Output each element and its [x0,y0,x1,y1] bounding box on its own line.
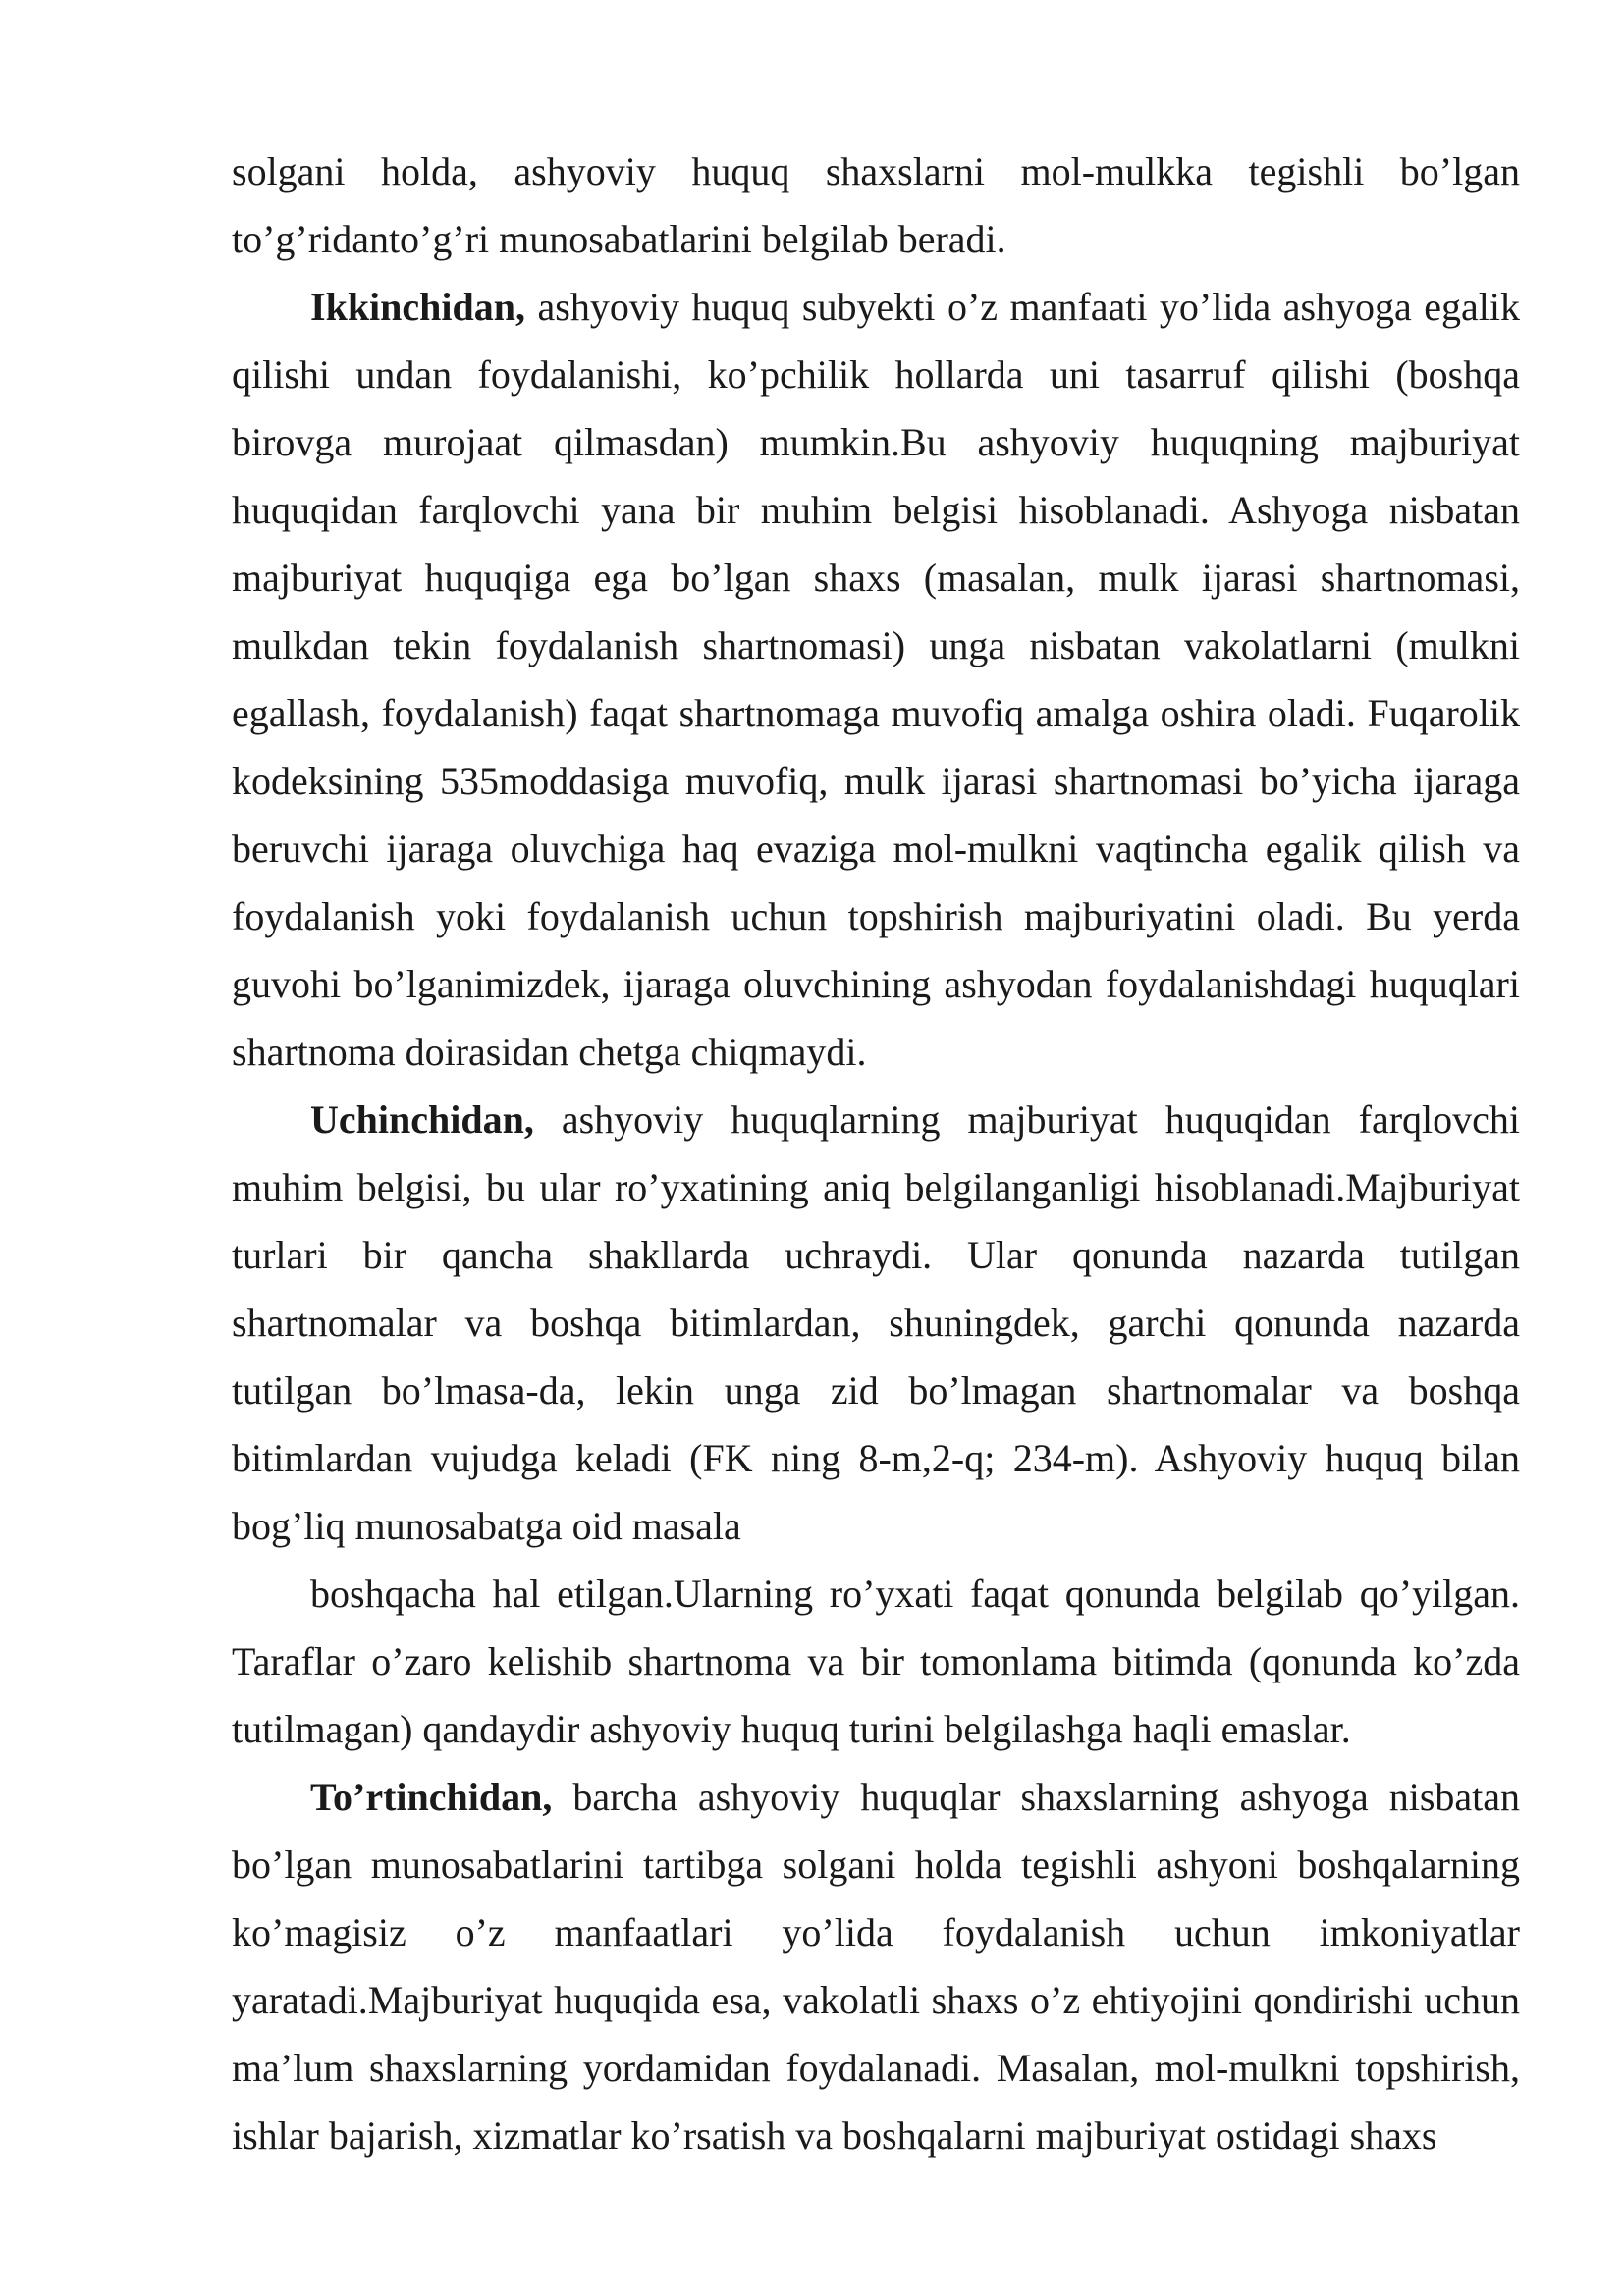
paragraph-tortinchidan [232,1763,1520,2169]
paragraph-continuation-text: boshqacha hal etilgan.Ularning ro’yxati faqat qonunda belgilab qo’yilgan. Taraflar o’zaro kelishib shartnoma va bir tomonlama bitimda (qonunda ko’zda tutilmagan) qandaydir ashyoviy huquq turini belgilashga haqli emaslar. [232,1572,1520,1751]
paragraph-lead: Ikkinchidan, [310,285,526,329]
paragraph-ikkinchidan [232,273,1520,1086]
paragraph-text: ashyoviy huquqlarning majburiyat huquqidan farqlovchi muhim belgisi, bu ular ro’yxatining aniq belgilanganligi hisoblanadi.Majburiyat turlari bir qancha shakllarda uchraydi. Ular qonunda nazarda tutilgan shartnomalar va boshqa bitimlardan, shuningdek, garchi qonunda nazarda tutilgan bo’lmasa-da, lekin unga zid bo’lmagan shartnomalar va boshqa bitimlardan vujudga keladi (FK ning 8-m,2-q; 234-m). Ashyoviy huquq bilan bog’liq munosabatga oid masala [232,1097,1520,1548]
paragraph-text: solgani holda, ashyoviy huquq shaxslarni mol-mulkka tegishli bo’lgan to’g’ridanto’g’ri munosabatlarini belgilab beradi. [232,149,1520,261]
paragraph-continuation [232,137,1520,273]
paragraph-text: ashyoviy huquq subyekti o’z manfaati yo’lida ashyoga egalik qilishi undan foydalanishi, ko’pchilik hollarda uni tasarruf qilishi (boshqa birovga murojaat qilmasdan) mumkin.Bu ashyoviy huquqning majburiyat huquqidan farqlovchi yana bir muhim belgisi hisoblanadi. Ashyoga nisbatan majburiyat huquqiga ega bo’lgan shaxs (masalan, mulk ijarasi shartnomasi, mulkdan tekin foydalanish shartnomasi) unga nisbatan vakolatlarni (mulkni egallash, foydalanish) faqat shartnomaga muvofiq amalga oshira oladi. Fuqarolik kodeksining 535moddasiga muvofiq, mulk ijarasi shartnomasi bo’yicha ijaraga beruvchi ijaraga oluvchiga haq evaziga mol-mulkni vaqtincha egalik qilish va foydalanish yoki foydalanish uchun topshirish majburiyatini oladi. Bu yerda guvohi bo’lganimizdek, ijaraga oluvchining ashyodan foydalanishdagi huquqlari shartnoma doirasidan chetga chiqmaydi. [232,285,1520,1074]
document-page [232,137,1520,2169]
paragraph-uchinchidan [232,1086,1520,1763]
paragraph-text: barcha ashyoviy huquqlar shaxslarning ashyoga nisbatan bo’lgan munosabatlarini tartibga solgani holda tegishli ashyoni boshqalarning ko’magisiz o’z manfaatlari yo’lida foydalanish uchun imkoniyatlar yaratadi.Majburiyat huquqida esa, vakolatli shaxs o’z ehtiyojini qondirishi uchun ma’lum shaxslarning yordamidan foydalanadi. Masalan, mol-mulkni topshirish, ishlar bajarish, xizmatlar ko’rsatish va boshqalarni majburiyat ostidagi shaxs [232,1775,1520,2158]
paragraph-lead: Uchinchidan, [310,1097,534,1142]
paragraph-lead: To’rtinchidan, [310,1775,553,1819]
